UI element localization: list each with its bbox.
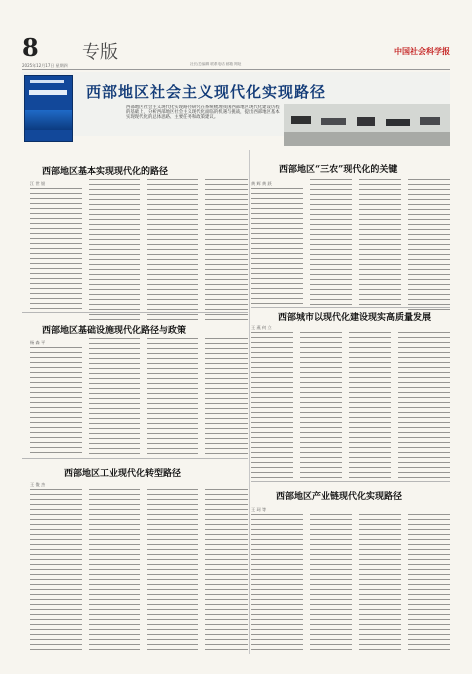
article-text-column	[205, 487, 248, 654]
article-text-column	[89, 336, 140, 455]
photo-figure	[357, 117, 375, 126]
article-title: 西部地区基本实现现代化的路径	[42, 167, 169, 177]
cover-text-band	[30, 80, 64, 83]
article-author: 王 燕 何 立	[251, 325, 272, 330]
article-text-column	[205, 177, 248, 322]
article-title: 西部城市以现代化建设现实高质量发展	[278, 313, 432, 323]
article-text-column	[300, 330, 342, 478]
article-divider	[22, 312, 248, 313]
article-text-column	[310, 512, 352, 654]
article-text-column	[89, 177, 140, 322]
article-title: 西部地区基础设施现代化路径与政策	[42, 326, 187, 336]
article-text-column	[349, 330, 391, 478]
issue-date: 2025年12月17日 星期四	[22, 63, 68, 68]
newspaper-masthead: 中国社会科学报	[394, 46, 450, 56]
article-text-column	[251, 186, 303, 307]
article-text-column	[398, 330, 450, 478]
column-divider	[249, 150, 250, 654]
photo-table	[284, 132, 450, 146]
contact-line: 社长/总编辑 联系电话 邮箱 网址	[190, 62, 242, 66]
article-text-column	[251, 512, 303, 654]
cover-title-band	[29, 90, 67, 95]
cover-wave-graphic	[25, 110, 72, 130]
article-text-column	[251, 330, 293, 478]
article-author: 王 珂 等	[251, 507, 267, 512]
article-text-column	[310, 177, 352, 307]
photo-figure	[420, 117, 440, 125]
article-text-column	[147, 336, 198, 455]
photo-figure	[321, 118, 346, 125]
photo-figure	[291, 116, 311, 124]
article-text-column	[30, 487, 82, 654]
book-cover-image	[24, 75, 73, 142]
lead-paragraph: 西部地区社会主义现代化实现路径研究在系统梳理我国西部地区现代化建设历程的基础上，分析西部地区社会主义现代化面临的机遇与挑战，提出西部地区基本实现现代化的总体思路、主要任务和政策建议。	[126, 105, 280, 120]
article-text-column	[147, 487, 198, 654]
page-number: 8	[22, 33, 39, 62]
article-text-column	[359, 177, 401, 307]
article-title: 西部地区工业现代化转型路径	[64, 469, 182, 479]
header-divider	[22, 69, 450, 70]
article-text-column	[89, 487, 140, 654]
article-divider	[251, 307, 450, 308]
meeting-photo	[284, 104, 450, 146]
article-author: 黄 辉 黄 跃	[251, 181, 272, 186]
article-text-column	[205, 336, 248, 455]
article-title: 西部地区“三农”现代化的关键	[279, 165, 398, 175]
photo-figure	[386, 119, 410, 126]
section-label: 专版	[82, 42, 118, 63]
article-text-column	[30, 186, 82, 312]
article-author: 江 世 银	[30, 181, 46, 186]
article-text-column	[30, 345, 82, 455]
article-text-column	[408, 177, 450, 311]
article-divider	[22, 458, 248, 459]
article-author: 杨 森 平	[30, 340, 46, 345]
page-header	[0, 0, 472, 72]
article-title: 西部地区产业链现代化实现路径	[276, 492, 403, 502]
article-author: 王 俊 杰	[30, 482, 46, 487]
article-text-column	[147, 177, 198, 322]
article-divider	[251, 481, 450, 482]
article-text-column	[408, 512, 450, 654]
main-headline: 西部地区社会主义现代化实现路径	[86, 83, 327, 101]
article-text-column	[359, 512, 401, 654]
